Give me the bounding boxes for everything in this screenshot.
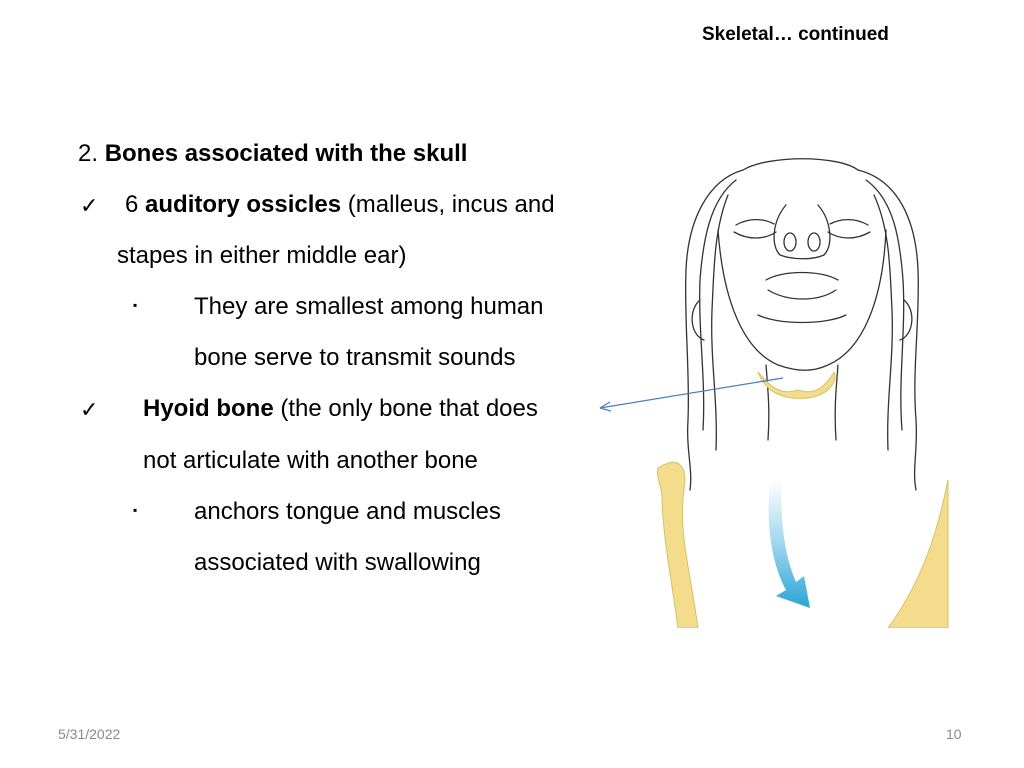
bullet-continuation: stapes in either middle ear) (117, 242, 407, 269)
square-bullet-icon: ▪ (133, 298, 138, 312)
sub-bullet-line: bone serve to transmit sounds (194, 344, 516, 371)
bullet-bold-term: auditory ossicles (145, 191, 342, 218)
section-heading (78, 139, 467, 169)
checkmark-icon: ✓ (80, 397, 99, 422)
sub-bullet-line: anchors tongue and muscles (194, 498, 501, 525)
sub-bullet-line: associated with swallowing (194, 549, 481, 576)
heading-text: Bones associated with the skull (104, 140, 468, 167)
bullet-hyoid-bone (143, 394, 538, 424)
sub-bullet-line: They are smallest among human (194, 293, 544, 320)
heading-number: 2. (78, 140, 99, 167)
bullet-text: (the only bone that does (280, 395, 538, 422)
slide-page-number: 10 (946, 726, 962, 742)
square-bullet-icon: ▪ (133, 503, 138, 517)
bullet-continuation: not articulate with another bone (143, 447, 478, 474)
checkmark-icon: ✓ (80, 193, 99, 218)
bullet-bold-term: Hyoid bone (143, 395, 274, 422)
slide-header-title: Skeletal… continued (702, 24, 889, 45)
bullet-text: (malleus, incus and (347, 191, 555, 218)
bullet-number: 6 (125, 191, 139, 218)
bullet-auditory-ossicles (125, 190, 555, 220)
slide-date: 5/31/2022 (58, 726, 121, 742)
hyoid-pointer-arrow (590, 372, 790, 422)
